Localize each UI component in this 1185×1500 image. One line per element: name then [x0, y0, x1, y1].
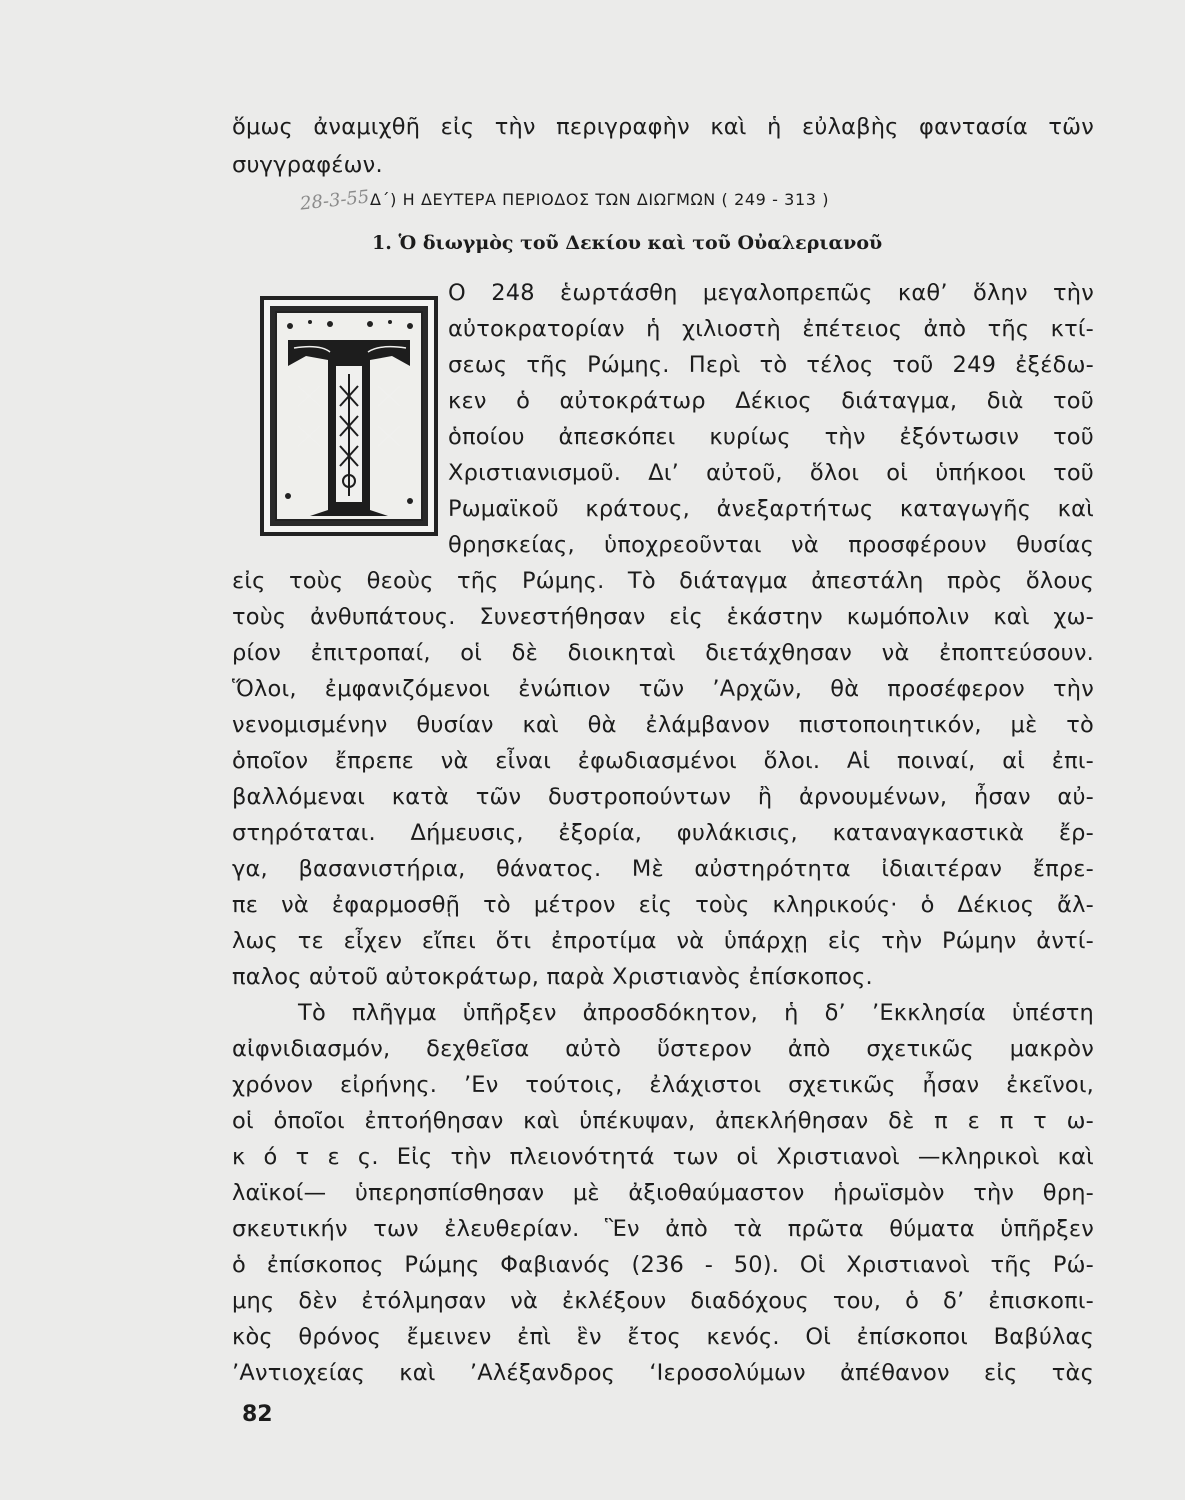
text-line: βαλλόμεναι κατὰ τῶν δυστροπούντων ἢ ἀρνουμένων, ἦσαν αὐ-: [232, 784, 1094, 810]
text-line: Ὅλοι, ἐμφανιζόμενοι ἐνώπιον τῶν ’Αρχῶν, θὰ προσέφερον τὴν: [232, 676, 1094, 702]
text-line: πε νὰ ἐφαρμοσθῇ τὸ μέτρον εἰς τοὺς κληρικούς· ὁ Δέκιος ἄλ-: [232, 892, 1094, 918]
text-line: κὸς θρόνος ἔμεινεν ἐπὶ ἓν ἔτος κενός. Οἱ ἐπίσκοποι Βαβύλας: [232, 1324, 1094, 1350]
text-line: αὐτοκρατορίαν ἡ χιλιοστὴ ἐπέτειος ἀπὸ τῆς κτί-: [448, 316, 1094, 342]
text-line: θρησκείας, ὑποχρεοῦνται νὰ προσφέρουν θυσίας: [448, 532, 1094, 558]
text-line: ὁποίου ἀπεσκόπει κυρίως τὴν ἐξόντωσιν τοῦ: [448, 424, 1094, 450]
text-line: μης δὲν ἐτόλμησαν νὰ ἐκλέξουν διαδόχους του, ὁ δ’ ἐπισκοπι-: [232, 1288, 1094, 1314]
text-line: Χριστιανισμοῦ. Δι’ αὐτοῦ, ὅλοι οἱ ὑπήκοοι τοῦ: [448, 460, 1094, 486]
text-line: παλος αὐτοῦ αὐτοκράτωρ, παρὰ Χριστιανὸς ἐπίσκοπος.: [232, 964, 873, 990]
page-number: 82: [242, 1402, 273, 1427]
text-line: Ο 248 ἑωρτάσθη μεγαλοπρεπῶς καθ’ ὅλην τὴν: [448, 280, 1094, 306]
text-line: εἰς τοὺς θεοὺς τῆς Ρώμης. Τὸ διάταγμα ἀπεστάλη πρὸς ὅλους: [232, 568, 1094, 594]
text-line: λαϊκοί— ὑπερησπίσθησαν μὲ ἀξιοθαύμαστον ἡρωϊσμὸν τὴν θρη-: [232, 1180, 1094, 1206]
text-line: αἰφνιδιασμόν, δεχθεῖσα αὐτὸ ὕστερον ἀπὸ σχετικῶς μακρὸν: [232, 1036, 1094, 1062]
text-line: χρόνον εἰρήνης. ’Εν τούτοις, ἐλάχιστοι σχετικῶς ἦσαν ἐκεῖνοι,: [232, 1072, 1094, 1098]
text-line: Ρωμαϊκοῦ κράτους, ἀνεξαρτήτως καταγωγῆς καὶ: [448, 496, 1094, 522]
text-line: σκευτικήν των ἐλευθερίαν. Ἓν ἀπὸ τὰ πρῶτα θύματα ὑπῆρξεν: [232, 1216, 1094, 1242]
text-line: ὁποῖον ἔπρεπε νὰ εἶναι ἐφωδιασμένοι ὅλοι. Αἱ ποιναί, αἱ ἐπι-: [232, 748, 1094, 774]
subsection-heading: 1. Ὁ διωγμὸς τοῦ Δεκίου καὶ τοῦ Οὐαλεριανοῦ: [372, 232, 883, 254]
text-line: στηρόταται. Δήμευσις, ἐξορία, φυλάκισις, καταναγκαστικὰ ἔρ-: [232, 820, 1094, 846]
text-line: γα, βασανιστήρια, θάνατος. Μὲ αὐστηρότητα ἰδιαιτέραν ἔπρε-: [232, 856, 1094, 882]
handwritten-note: 28-3-55: [299, 186, 371, 215]
text-line: ὁ ἐπίσκοπος Ρώμης Φαβιανός (236 - 50). Οἱ Χριστιανοὶ τῆς Ρώ-: [232, 1252, 1094, 1278]
text-line: σεως τῆς Ρώμης. Περὶ τὸ τέλος τοῦ 249 ἐξέδω-: [448, 352, 1094, 378]
section-heading: Δ΄) Η ΔΕΥΤΕΡΑ ΠΕΡΙΟΔΟΣ ΤΩΝ ΔΙΩΓΜΩΝ ( 249 - 313 ): [370, 190, 830, 209]
text-line: λως τε εἶχεν εἴπει ὅτι ἐπροτίμα νὰ ὑπάρχῃ εἰς τὴν Ρώμην ἀντί-: [232, 928, 1094, 954]
ornamental-dropcap-t-icon: [260, 296, 438, 536]
text-line: ὅμως ἀναμιχθῆ εἰς τὴν περιγραφὴν καὶ ἡ εὐλαβὴς φαντασία τῶν: [232, 114, 1094, 140]
text-line: τοὺς ἀνθυπάτους. Συνεστήθησαν εἰς ἑκάστην κωμόπολιν καὶ χω-: [232, 604, 1094, 630]
text-line: κ ό τ ε ς. Εἰς τὴν πλειονότητά των οἱ Χριστιανοὶ —κληρικοὶ καὶ: [232, 1144, 1094, 1170]
text-line: νενομισμένην θυσίαν καὶ θὰ ἐλάμβανον πιστοποιητικόν, μὲ τὸ: [232, 712, 1094, 738]
text-line: ρίον ἐπιτροπαί, οἱ δὲ διοικηταὶ διετάχθησαν νὰ ἐποπτεύσουν.: [232, 640, 1094, 666]
text-line: Τὸ πλῆγμα ὑπῆρξεν ἀπροσδόκητον, ἡ δ’ ’Εκκλησία ὑπέστη: [298, 1000, 1094, 1026]
text-line: ’Αντιοχείας καὶ ’Αλέξανδρος ‘Ιεροσολύμων ἀπέθανον εἰς τὰς: [232, 1360, 1094, 1386]
text-line: οἱ ὁποῖοι ἐπτοήθησαν καὶ ὑπέκυψαν, ἀπεκλήθησαν δὲ π ε π τ ω-: [232, 1108, 1094, 1134]
text-line: κεν ὁ αὐτοκράτωρ Δέκιος διάταγμα, διὰ τοῦ: [448, 388, 1094, 414]
text-line: συγγραφέων.: [232, 152, 383, 178]
